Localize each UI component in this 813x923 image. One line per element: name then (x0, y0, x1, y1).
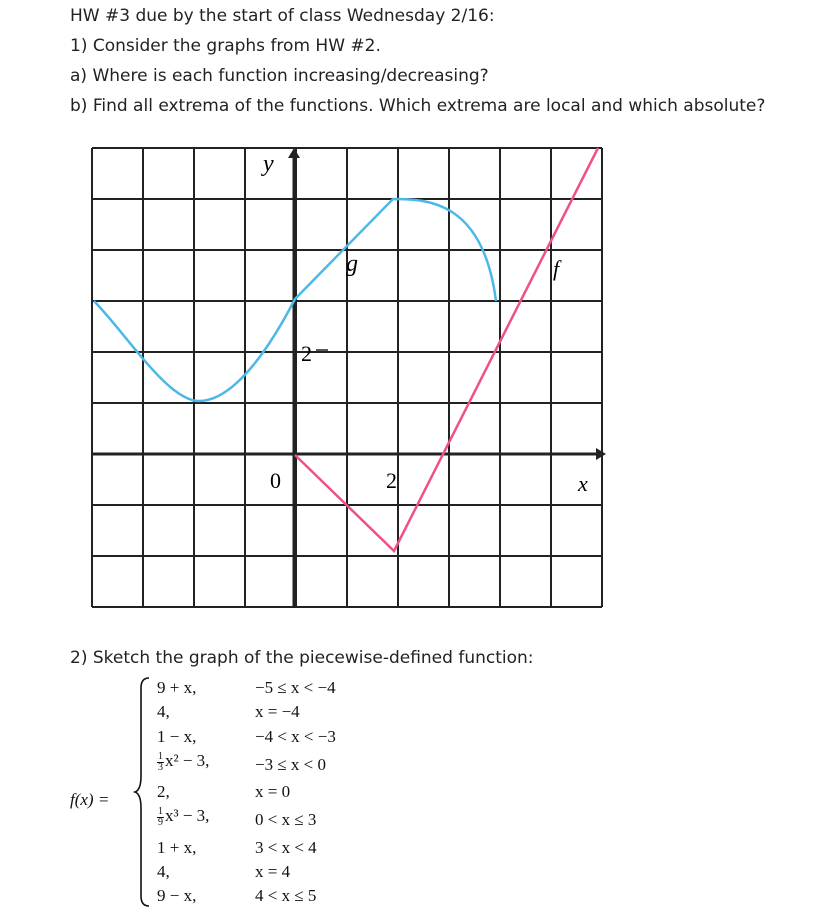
y-tick-label: 2 (301, 341, 312, 366)
case-cond-8: x = 4 (255, 862, 291, 881)
case-expr-5: 2, (157, 782, 170, 801)
case-cond-7: 3 < x < 4 (255, 838, 317, 857)
case-expr-8: 4, (157, 862, 170, 881)
case-expr-1: 9 + x, (157, 678, 197, 697)
case-expr-4: $\frac{1}{3}$ x² − 3, (158, 750, 210, 773)
origin-label: 0 (270, 468, 281, 493)
case-cond-4: −3 ≤ x < 0 (255, 755, 327, 774)
case-expr-7: 1 + x, (157, 838, 197, 857)
case-cond-5: x = 0 (255, 782, 291, 801)
question-1: 1) Consider the graphs from HW #2. (70, 36, 381, 56)
homework-title: HW #3 due by the start of class Wednesday 2/16: (70, 6, 495, 26)
function-name: f(x) = (70, 790, 110, 809)
question-1b: b) Find all extrema of the functions. Which extrema are local and which absolute? (70, 96, 766, 116)
left-brace (133, 676, 153, 908)
question-2: 2) Sketch the graph of the piecewise-defined function: (70, 648, 534, 668)
case-expr-3: 1 − x, (157, 727, 197, 746)
x-axis-label: x (578, 471, 588, 496)
x-tick-label: 2 (386, 468, 397, 493)
question-1a: a) Where is each function increasing/decreasing? (70, 66, 489, 86)
function-graph (88, 146, 608, 614)
case-expr-9: 9 − x, (157, 886, 197, 905)
case-cond-9: 4 < x ≤ 5 (255, 886, 317, 905)
case-cond-3: −4 < x < −3 (255, 727, 336, 746)
g-label: g (346, 251, 358, 277)
case-cond-1: −5 ≤ x < −4 (255, 678, 336, 697)
case-cond-2: x = −4 (255, 702, 300, 721)
y-axis-arrow (288, 148, 300, 158)
f-label: f (553, 256, 560, 281)
case-expr-2: 4, (157, 702, 170, 721)
y-axis-label: y (263, 151, 274, 177)
grid-lines (92, 148, 602, 607)
case-expr-6: $\frac{1}{9}$ x³ − 3, (158, 805, 210, 828)
fraction-one-ninth: $\frac{1}{9}$ (158, 805, 163, 828)
case-cond-6: 0 < x ≤ 3 (255, 810, 317, 829)
fraction-one-third: $\frac{1}{3}$ (158, 750, 163, 773)
